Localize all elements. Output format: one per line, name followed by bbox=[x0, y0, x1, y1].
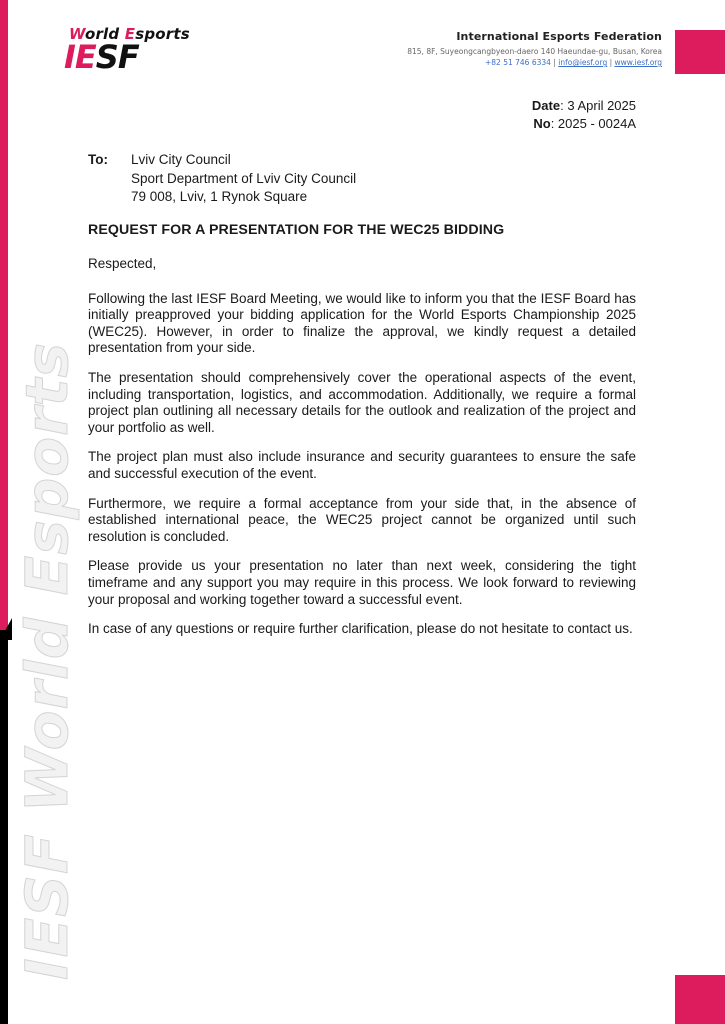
recipient-line: Lviv City Council bbox=[131, 152, 231, 167]
number-value: : 2025 - 0024A bbox=[550, 116, 636, 131]
logo-wordmark bbox=[64, 38, 214, 76]
corner-accent-top bbox=[675, 30, 725, 74]
left-accent-bar-pink bbox=[0, 0, 8, 640]
recipient-block bbox=[88, 151, 356, 207]
body-paragraph: The presentation should comprehensively cover the operational aspects of the event, including transportation, logistics, and accommodation. Additionally, we require a formal project plan outlining all necessary details for the outlook and realization of the project and your portfolio as well. bbox=[88, 369, 636, 435]
recipient-label: To: bbox=[88, 152, 108, 167]
iesf-logo bbox=[64, 25, 214, 76]
letter-body bbox=[88, 256, 636, 651]
recipient-address bbox=[131, 151, 356, 207]
logo-tagline-part1: orld bbox=[84, 25, 125, 43]
body-paragraph: The project plan must also include insurance and security guarantees to ensure the safe and successful execution of the event. bbox=[88, 449, 636, 481]
body-paragraph: In case of any questions or require further clarification, please do not hesitate to contact us. bbox=[88, 621, 633, 637]
recipient-line: 79 008, Lviv, 1 Rynok Square bbox=[131, 189, 308, 204]
org-phone: +82 51 746 6334 bbox=[485, 58, 551, 67]
logo-tagline-part2: sports bbox=[135, 25, 190, 43]
corner-accent-bottom bbox=[675, 975, 725, 1024]
logo-tagline-accent-e: E bbox=[124, 25, 136, 43]
letter-title: REQUEST FOR A PRESENTATION FOR THE WEC25 BIDDING bbox=[88, 222, 505, 238]
org-address: 815, 8F, Suyeongcangbyeon-daero 140 Haeundae-gu, Busan, Korea bbox=[407, 47, 662, 56]
number-label: No bbox=[533, 116, 551, 131]
date-label: Date bbox=[531, 98, 561, 113]
org-contact-line bbox=[407, 58, 662, 67]
left-accent-bar-black bbox=[0, 630, 8, 1024]
body-paragraph: Following the last IESF Board Meeting, we would like to inform you that the IESF Board has initially preapproved your bidding application for the World Esports Championship 2025 (WEC25). However, in order to finalize the approval, we kindly request a detailed presentation from your side. bbox=[88, 290, 636, 356]
letter-meta bbox=[532, 97, 636, 133]
date-value: : 3 April 2025 bbox=[560, 98, 636, 113]
body-paragraph: Please provide us your presentation no later than next week, considering the tight timeframe and any support you may require in this process. We look forward to reviewing your proposal and working together toward a successful event. bbox=[88, 558, 636, 607]
recipient-line: Sport Department of Lviv City Council bbox=[131, 170, 357, 186]
letterhead-org-info bbox=[407, 30, 662, 67]
greeting: Respected, bbox=[88, 256, 157, 271]
org-email-link[interactable]: info@iesf.org bbox=[558, 58, 608, 67]
org-name: International Esports Federation bbox=[456, 30, 662, 43]
logo-tagline-accent-w: W bbox=[69, 25, 85, 43]
watermark-text: IESF World Esports bbox=[13, 342, 81, 980]
separator: | bbox=[609, 58, 613, 67]
number-line bbox=[532, 115, 636, 133]
date-line bbox=[532, 97, 636, 115]
left-accent-bar-notch bbox=[0, 618, 12, 640]
separator: | bbox=[553, 58, 556, 67]
logo-wordmark-accent: IE bbox=[64, 38, 96, 76]
body-paragraph: Furthermore, we require a formal acceptance from your side that, in the absence of established international peace, the WEC25 project cannot be organized until such resolution is concluded. bbox=[88, 495, 636, 544]
org-website-link[interactable]: www.iesf.org bbox=[614, 58, 662, 67]
logo-wordmark-rest: SF bbox=[95, 38, 139, 76]
